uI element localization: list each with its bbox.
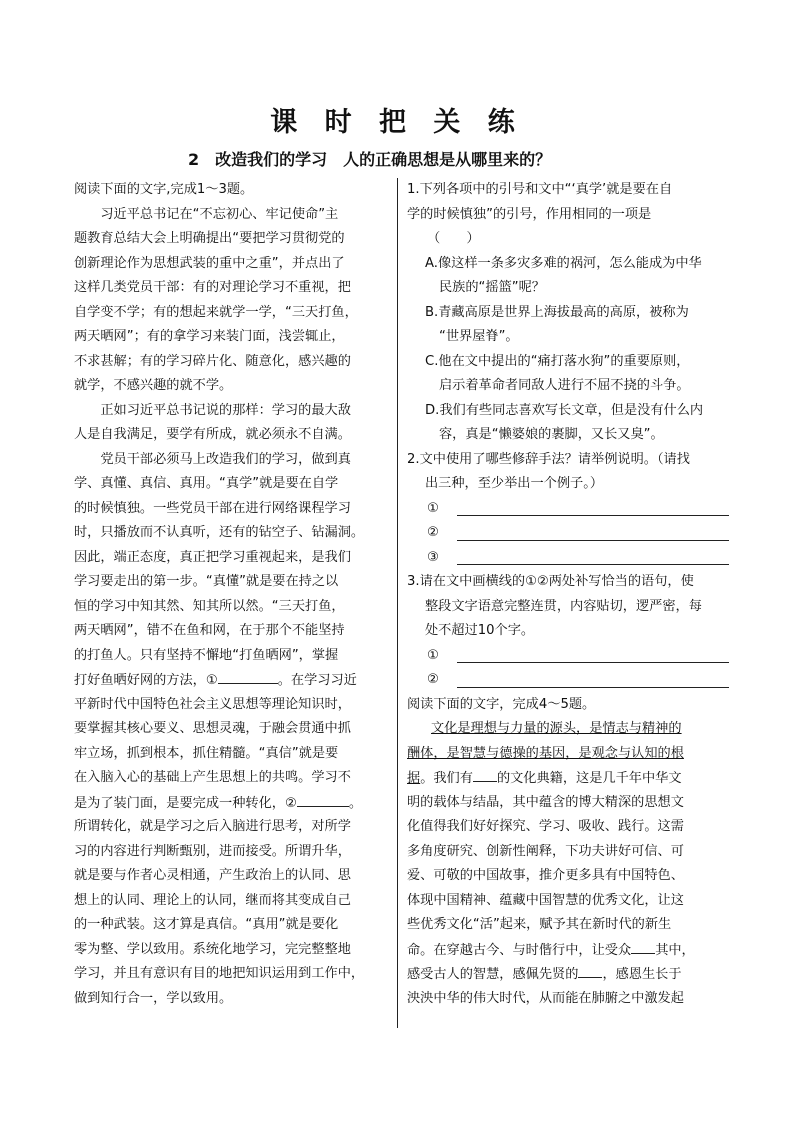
answer-blank[interactable] <box>457 550 729 565</box>
column-divider <box>397 178 398 1028</box>
fill-blank[interactable] <box>631 938 655 954</box>
underlined-text: 据 <box>407 771 421 786</box>
passage-line: 两天晒网”，错不在鱼和网，在于那个不能坚持 <box>74 623 345 638</box>
passage-line: 习近平总书记在“不忘初心、牢记使命”主 <box>74 206 339 222</box>
passage-line <box>407 938 725 963</box>
passage2-body <box>407 717 725 1011</box>
q2-answer-line-1[interactable] <box>407 497 725 522</box>
q1-option-d-line-2: 容，真是“懒婆娘的裹脚，又长又臭”。 <box>439 427 664 442</box>
passage-line: 时，只播放而不认真听，还有的钻空子、钻漏洞。 <box>74 525 365 540</box>
passage-line: 正如习近平总书记说的那样：学习的最大敌 <box>74 402 351 418</box>
passage-line: 恒的学习中知其然、知其所以然。“三天打鱼， <box>74 598 345 614</box>
q3-stem-line-1: 3.请在文中画横线的①②两处补写恰当的语句，使 <box>407 574 694 589</box>
passage-line: 学习要走出的第一步。“真懂”就是要在持之以 <box>74 574 339 589</box>
passage-text: 命。在穿越古今、与时偕行中，让受众 <box>407 942 632 958</box>
passage-text: 的文化典籍，这是几千年中华文 <box>496 771 682 786</box>
answer-blank[interactable] <box>457 673 729 688</box>
passage-line: 要掌握其核心要义、思想灵魂，于融会贯通中抓 <box>74 721 351 736</box>
passage-line <box>407 742 725 767</box>
passage-line <box>407 962 725 987</box>
answer-blank[interactable] <box>457 648 729 663</box>
q1-option-c-line-2: 启示着革命者同敌人进行不屈不挠的斗争。 <box>439 378 690 393</box>
q2-answer-line-3[interactable] <box>407 546 725 571</box>
passage-text: 。在学习习近 <box>277 673 357 688</box>
q3-answer-marker: ② <box>427 672 439 687</box>
q1-option-a-line-2: 民族的“摇篮”呢？ <box>439 280 545 295</box>
q1-option-a-line-1: A.像这样一条多灾多难的祸河，怎么能成为中华 <box>425 255 702 271</box>
passage-line: 的时候慎独。一些党员干部在进行网络课程学习 <box>74 500 351 516</box>
passage-line: 零为整、学以致用。系统化地学习，完完整整地 <box>74 941 351 957</box>
q1-answer-paren: （ ） <box>427 231 480 246</box>
passage-line <box>407 717 725 742</box>
q2-answer-marker: ① <box>427 500 439 516</box>
passage-line: 学、真懂、真信、真用。“真学”就是要在自学 <box>74 476 339 491</box>
page-title: 课 时 把 关 练 <box>270 107 524 138</box>
passage-text: 感受古人的智慧，感佩先贤的 <box>407 967 579 982</box>
passage-line: 不求甚解；有的学习碎片化、随意化，感兴趣的 <box>74 353 351 369</box>
passage-line: 体现中国精神、蕴藏中国智慧的优秀文化，让这 <box>407 892 684 908</box>
passage-line: 就是要与作者心灵相通，产生政治上的认同、思 <box>74 868 351 883</box>
passage-line: 明的载体与结晶，其中蕴含的博大精深的思想文 <box>407 794 684 810</box>
passage-line: 些优秀文化“活”起来，赋予其在新时代的新生 <box>407 917 672 932</box>
q2-answer-line-2[interactable] <box>407 521 725 546</box>
passage-line: 牢立场，抓到根本，抓住精髓。“真信”就是要 <box>74 745 339 761</box>
passage-line: 党员干部必须马上改造我们的学习，做到真 <box>74 451 351 467</box>
q2-stem-line-1: 2.文中使用了哪些修辞手法？请举例说明。（请找 <box>407 451 690 467</box>
passage-line: 所谓转化，就是学习之后入脑进行思考，对所学 <box>74 819 351 834</box>
passage-line <box>74 668 392 693</box>
passage2-intro: 阅读下面的文字，完成4～5题。 <box>407 696 596 712</box>
lesson-subtitle: 2 改造我们的学习 人的正确思想是从哪里来的？ <box>188 150 552 169</box>
passage-line: 想上的认同、理论上的认同，继而将其变成自己 <box>74 892 351 908</box>
left-column-passage <box>74 178 392 1011</box>
passage-text: 其中， <box>655 942 695 958</box>
passage-line <box>74 791 392 816</box>
fill-blank[interactable] <box>473 766 497 782</box>
passage-line: 在入脑入心的基础上产生思想上的共鸣。学习不 <box>74 770 351 785</box>
q3-stem-line-2: 整段文字语意完整连贯，内容贴切，逻严密，每 <box>425 598 702 614</box>
fill-blank[interactable] <box>218 668 278 684</box>
passage-line: 的打鱼人。只有坚持不懈地“打鱼晒网”，掌握 <box>74 647 339 663</box>
passage-line: 自学变不学；有的想起来就学一学，“三天打鱼， <box>74 304 358 320</box>
passage-line: 爱、可敬的中国故事，推介更多具有中国特色、 <box>407 868 684 883</box>
underlined-text: 酬体，是智慧与德操的基因，是观念与认知的根 <box>407 745 684 761</box>
q1-option-d-line-1: D.我们有些同志喜欢写长文章，但是没有什么内 <box>425 402 704 418</box>
q1-option-b-line-2: “世界屋脊”。 <box>439 329 519 344</box>
fill-blank[interactable] <box>297 791 349 807</box>
passage-line: 创新理论作为思想武装的重中之重”，并点出了 <box>74 255 345 271</box>
fill-blank[interactable] <box>578 962 602 978</box>
passage-line: 因此，端正态度，真正把学习重视起来，是我们 <box>74 549 351 565</box>
passage-line: 做到知行合一，学以致用。 <box>74 990 233 1006</box>
passage-text: 。我们有 <box>420 771 473 786</box>
passage-line: 平新时代中国特色社会主义思想等理论知识时， <box>74 696 351 712</box>
underlined-text: 文化是理想与力量的源头，是情志与精神的 <box>431 721 682 736</box>
q1-stem-line-1: 1.下列各项中的引号和文中“‘真学’就是要在自 <box>407 182 673 197</box>
q2-stem-line-2: 出三种，至少举出一个例子。） <box>425 476 604 491</box>
answer-blank[interactable] <box>457 526 729 541</box>
q3-answer-marker: ① <box>427 647 439 663</box>
passage-line: 两天晒网”；有的拿学习来装门面，浅尝辄止， <box>74 329 345 344</box>
q1-option-c-line-1: C.他在文中提出的“痛打落水狗”的重要原则， <box>425 353 690 369</box>
q1-stem-line-2: 学的时候慎独”的引号，作用相同的一项是 <box>407 206 652 222</box>
passage-line: 泱泱中华的伟大时代，从而能在肺腑之中激发起 <box>407 990 684 1006</box>
q3-answer-line-1[interactable] <box>407 644 725 669</box>
q2-answer-marker: ② <box>427 525 439 540</box>
passage-line: 这样几类党员干部：有的对理论学习不重视，把 <box>74 280 351 295</box>
passage-text: 是为了装门面，是要完成一种转化，② <box>74 795 297 811</box>
passage-text: 。 <box>348 795 363 811</box>
passage-text: ，感恩生长于 <box>602 967 682 982</box>
passage-line: 的一种武装。这才算是真信。“真用”就是要化 <box>74 917 339 932</box>
passage-line: 人是自我满足，要学有所成，就必须永不自满。 <box>74 427 351 442</box>
q1-option-b-line-1: B.青藏高原是世界上海拔最高的高原，被称为 <box>425 304 689 320</box>
passage-line: 习的内容进行判断甄别，进而接受。所谓升华， <box>74 843 351 859</box>
passage-line: 化值得我们好好探究、学习、吸收、践行。这需 <box>407 819 684 834</box>
answer-blank[interactable] <box>457 501 729 516</box>
passage-text: 打好鱼晒好网的方法，① <box>74 673 218 688</box>
passage-line <box>407 766 725 791</box>
right-column <box>407 178 725 1011</box>
passage-line: 就学，不感兴趣的就不学。 <box>74 378 233 393</box>
passage-line: 题教育总结大会上明确提出“要把学习贯彻党的 <box>74 231 345 246</box>
q3-stem-line-3: 处不超过10个字。 <box>425 623 535 638</box>
q3-answer-line-2[interactable] <box>407 668 725 693</box>
passage-line: 阅读下面的文字,完成1～3题。 <box>74 182 254 197</box>
passage-line: 多角度研究、创新性阐释，下功夫讲好可信、可 <box>407 843 684 859</box>
passage-line: 学习，并且有意识有目的地把知识运用到工作中， <box>74 966 365 981</box>
q2-answer-marker: ③ <box>427 549 439 565</box>
